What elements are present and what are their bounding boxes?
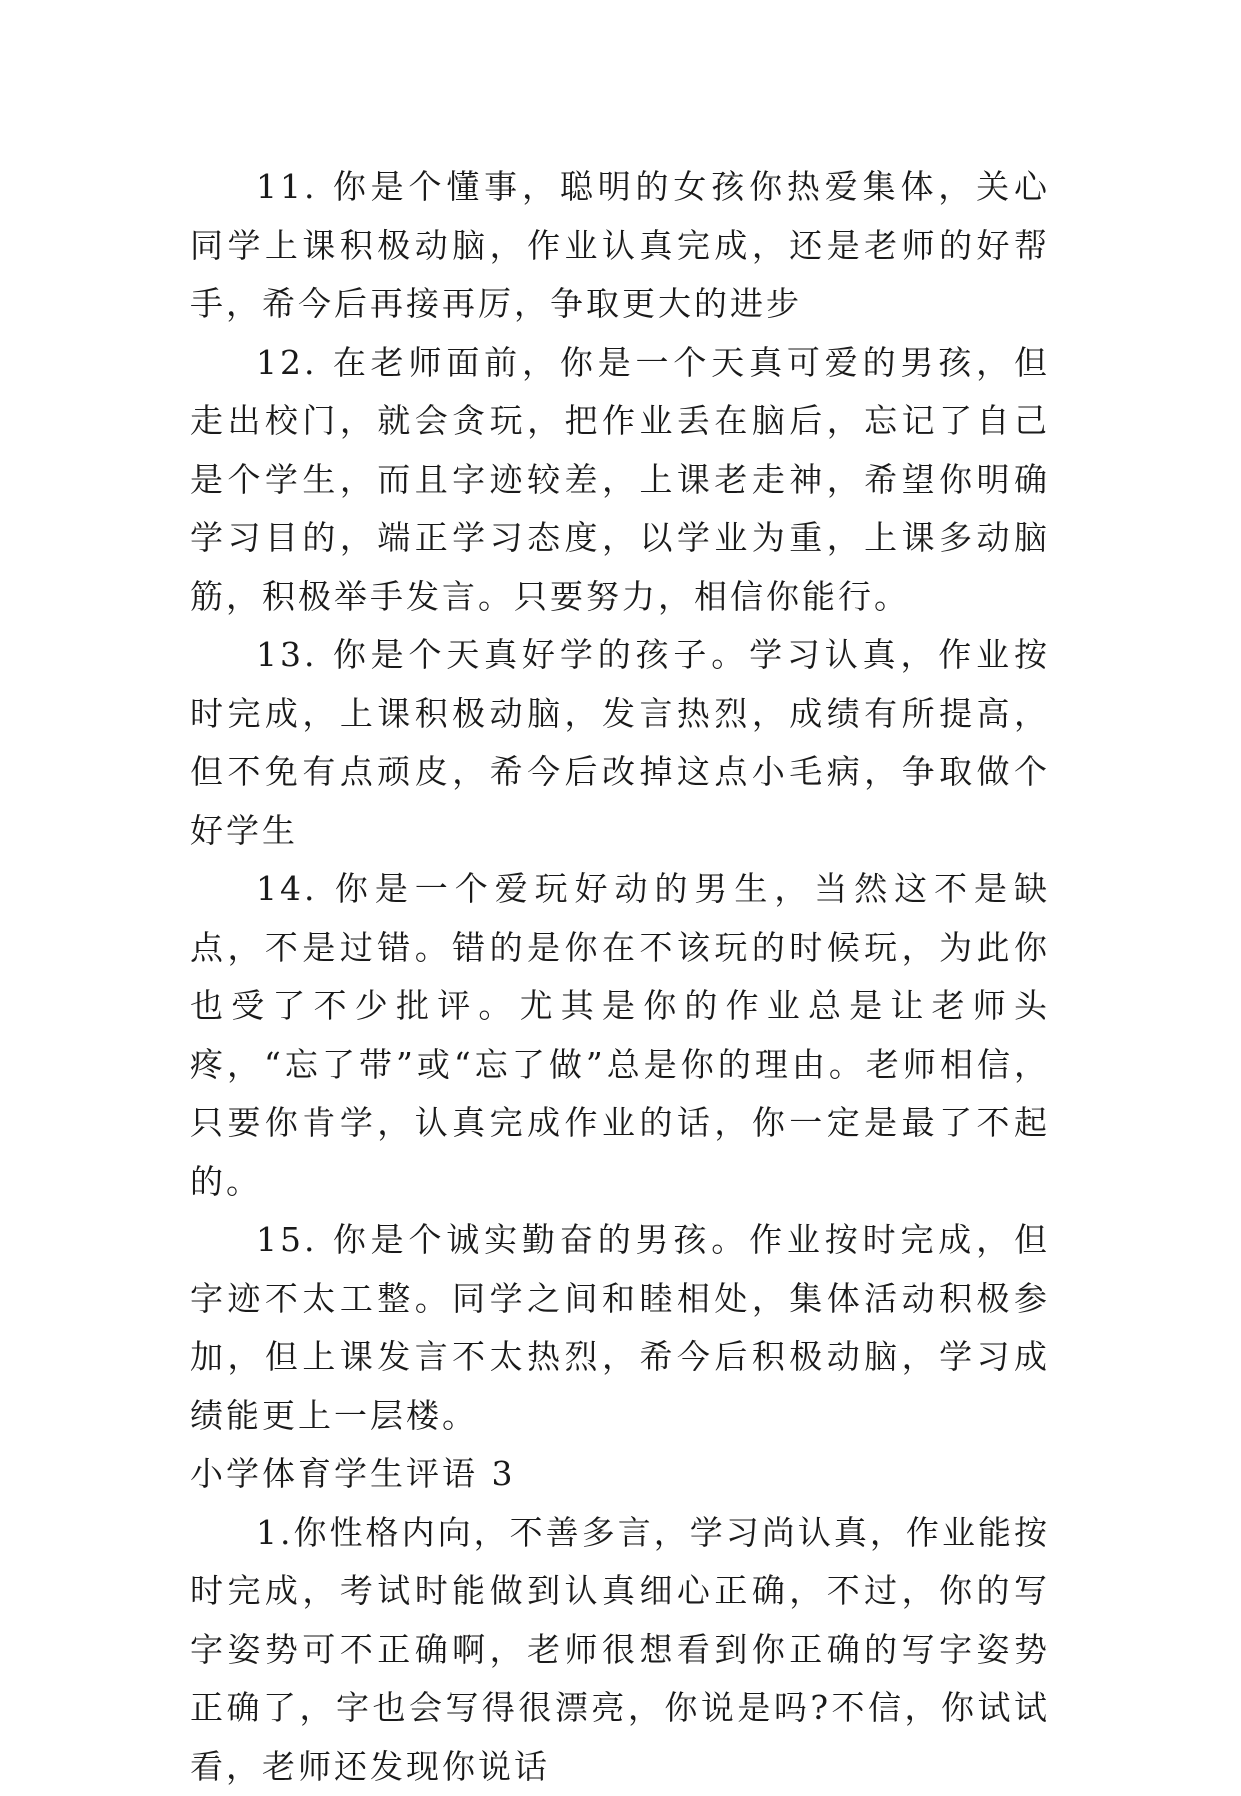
section-paragraph-1: 1.你性格内向，不善多言，学习尚认真，作业能按时完成，考试时能做到认真细心正确，不过，你的写字姿势可不正确啊，老师很想看到你正确的写字姿势正确了，字也会写得很漂亮，你说是吗?不信，你试试看，老师还发现你说话 — [190, 1504, 1050, 1796]
paragraph-12: 12. 在老师面前，你是一个天真可爱的男孩，但走出校门，就会贪玩，把作业丢在脑后，忘记了自己是个学生，而且字迹较差，上课老走神，希望你明确学习目的，端正学习态度，以学业为重，上课多动脑筋，积极举手发言。只要努力，相信你能行。 — [190, 334, 1050, 627]
paragraph-15: 15. 你是个诚实勤奋的男孩。作业按时完成，但字迹不太工整。同学之间和睦相处，集体活动积极参加，但上课发言不太热烈，希今后积极动脑，学习成绩能更上一层楼。 — [190, 1211, 1050, 1445]
document-body — [190, 158, 1050, 1796]
paragraph-13: 13. 你是个天真好学的孩子。学习认真，作业按时完成，上课积极动脑，发言热烈，成绩有所提高，但不免有点顽皮，希今后改掉这点小毛病，争取做个好学生 — [190, 626, 1050, 860]
paragraph-14: 14. 你是一个爱玩好动的男生，当然这不是缺点，不是过错。错的是你在不该玩的时候玩，为此你也受了不少批评。尤其是你的作业总是让老师头疼，“忘了带”或“忘了做”总是你的理由。老师相信，只要你肯学，认真完成作业的话，你一定是最了不起的。 — [190, 860, 1050, 1211]
paragraph-11: 11. 你是个懂事，聪明的女孩你热爱集体，关心同学上课积极动脑，作业认真完成，还是老师的好帮手，希今后再接再厉，争取更大的进步 — [190, 158, 1050, 334]
section-heading: 小学体育学生评语 3 — [190, 1445, 1050, 1504]
